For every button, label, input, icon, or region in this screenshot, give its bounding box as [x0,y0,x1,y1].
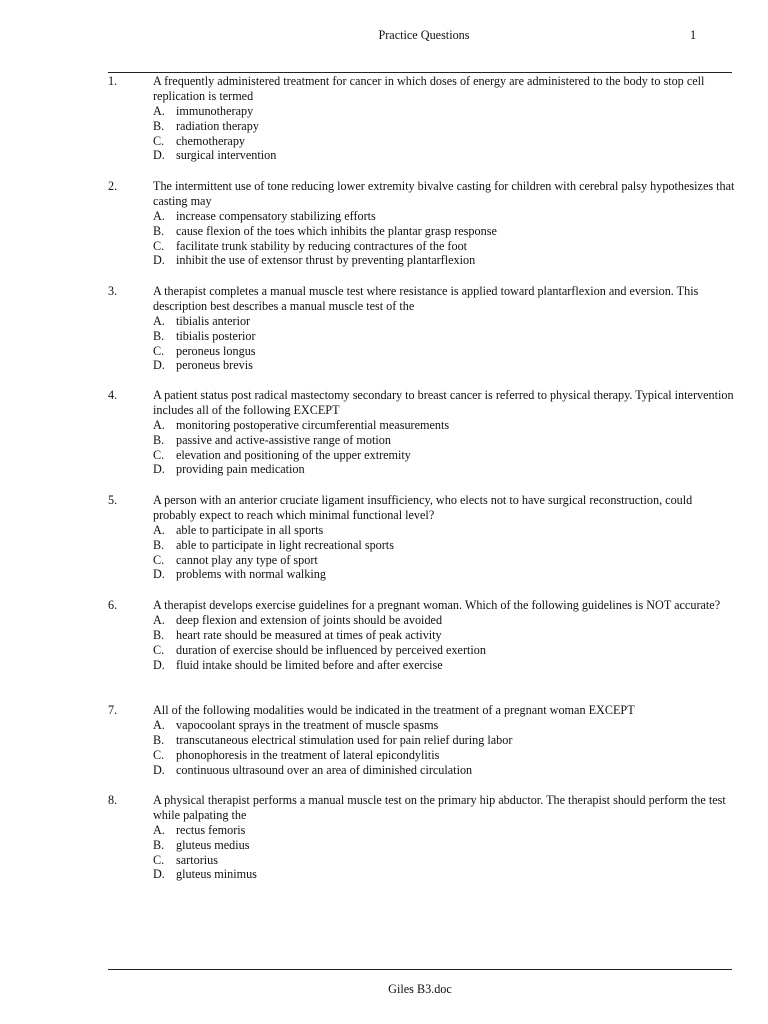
option-letter: D. [153,657,165,672]
option-a [153,523,736,538]
option-letter: C. [153,238,165,253]
option-letter: D. [153,253,165,268]
option-c [153,853,736,868]
question-stem: A therapist develops exercise guidelines for a pregnant woman. Which of the following guidelines is NOT accurate? [153,598,721,612]
option-letter: B. [153,627,165,642]
option-c [153,344,736,359]
question-number: 6. [108,598,118,612]
option-c [153,748,736,763]
option-text: monitoring postoperative circumferential measurements [176,417,450,432]
option-text: inhibit the use of extensor thrust by preventing plantarflexion [176,253,476,268]
footer-filename: Giles B3.doc [388,982,452,996]
option-letter: A. [153,522,165,537]
option-text: able to participate in light recreational sports [176,537,394,552]
option-letter: A. [153,717,165,732]
option-letter: A. [153,612,165,627]
option-text: tibialis posterior [176,328,256,343]
option-list [153,418,736,478]
option-letter: B. [153,223,165,238]
option-text: providing pain medication [176,462,305,477]
option-text: able to participate in all sports [176,522,324,537]
header-divider [108,72,732,73]
option-list [153,718,736,778]
question-number: 2. [108,179,118,193]
option-text: peroneus brevis [176,358,253,373]
option-d [153,253,736,268]
question-stem: The intermittent use of tone reducing lower extremity bivalve casting for children with cerebral palsy hypothesizes that casting may [153,179,735,208]
page-number: 1 [690,28,697,42]
option-letter: C. [153,133,165,148]
option-c [153,643,736,658]
option-list [153,613,736,673]
option-b [153,329,736,344]
option-a [153,209,736,224]
option-letter: A. [153,103,165,118]
option-letter: B. [153,537,165,552]
question-stem: A therapist completes a manual muscle test where resistance is applied toward plantarflexion and eversion. This description best describes a manual muscle test of the [153,284,699,313]
option-text: gluteus medius [176,837,250,852]
option-d [153,567,736,582]
option-text: phonophoresis in the treatment of lateral epicondylitis [176,747,440,762]
question-number: 3. [108,284,118,298]
option-text: facilitate trunk stability by reducing contractures of the foot [176,238,468,253]
option-list [153,104,736,164]
option-b [153,733,736,748]
option-letter: B. [153,432,165,447]
option-b [153,119,736,134]
option-a [153,314,736,329]
option-letter: C. [153,747,165,762]
option-text: surgical intervention [176,148,277,163]
option-letter: D. [153,358,165,373]
option-d [153,148,736,163]
option-letter: A. [153,313,165,328]
option-text: passive and active-assistive range of motion [176,432,391,447]
option-text: transcutaneous electrical stimulation used for pain relief during labor [176,732,513,747]
option-d [153,658,736,673]
question-stem: A frequently administered treatment for cancer in which doses of energy are administered to the body to stop cell replication is termed [153,74,705,103]
option-text: vapocoolant sprays in the treatment of muscle spasms [176,717,439,732]
option-a [153,418,736,433]
page-title: Practice Questions [378,28,470,42]
option-text: increase compensatory stabilizing efforts [176,208,376,223]
option-letter: A. [153,417,165,432]
option-text: heart rate should be measured at times of peak activity [176,627,442,642]
option-letter: B. [153,837,165,852]
option-letter: C. [153,552,165,567]
option-letter: D. [153,148,165,163]
option-c [153,553,736,568]
option-list [153,314,736,374]
option-text: problems with normal walking [176,567,326,582]
option-list [153,523,736,583]
option-text: sartorius [176,852,218,867]
option-d [153,763,736,778]
option-letter: B. [153,118,165,133]
option-text: immunotherapy [176,103,254,118]
option-letter: D. [153,867,165,882]
question-stem: A person with an anterior cruciate ligament insufficiency, who elects not to have surgical reconstruction, could probably expect to reach which minimal functional level? [153,493,693,522]
option-list [153,823,736,883]
option-text: tibialis anterior [176,313,251,328]
question-stem: All of the following modalities would be indicated in the treatment of a pregnant woman EXCEPT [153,703,635,717]
option-d [153,867,736,882]
option-text: peroneus longus [176,343,256,358]
question-stem: A patient status post radical mastectomy secondary to breast cancer is referred to physical therapy. Typical intervention includes all of the following EXCEPT [153,388,734,417]
option-a [153,104,736,119]
option-text: chemotherapy [176,133,246,148]
option-b [153,538,736,553]
option-letter: B. [153,328,165,343]
option-letter: D. [153,462,165,477]
footer-divider [108,969,732,970]
option-a [153,823,736,838]
option-text: radiation therapy [176,118,259,133]
option-d [153,462,736,477]
question-stem: A physical therapist performs a manual muscle test on the primary hip abductor. The therapist should perform the test while palpating the [153,793,726,822]
page-footer [108,982,732,997]
option-text: deep flexion and extension of joints should be avoided [176,612,443,627]
option-b [153,838,736,853]
option-letter: C. [153,447,165,462]
option-text: elevation and positioning of the upper extremity [176,447,411,462]
option-b [153,224,736,239]
option-letter: A. [153,822,165,837]
option-list [153,209,736,269]
option-text: fluid intake should be limited before and after exercise [176,657,443,672]
question-number: 5. [108,493,118,507]
option-text: gluteus minimus [176,867,257,882]
option-a [153,718,736,733]
option-text: rectus femoris [176,822,246,837]
option-letter: C. [153,852,165,867]
question-number: 8. [108,793,118,807]
question-number: 4. [108,388,118,402]
option-text: continuous ultrasound over an area of diminished circulation [176,762,473,777]
option-letter: C. [153,642,165,657]
option-b [153,433,736,448]
question-number: 1. [108,74,118,88]
option-c [153,134,736,149]
option-text: cannot play any type of sport [176,552,318,567]
option-d [153,358,736,373]
option-letter: B. [153,732,165,747]
page-header [108,28,732,43]
option-letter: D. [153,567,165,582]
question-number: 7. [108,703,118,717]
option-c [153,239,736,254]
option-letter: A. [153,208,165,223]
option-text: cause flexion of the toes which inhibits the plantar grasp response [176,223,497,238]
option-b [153,628,736,643]
option-a [153,613,736,628]
option-letter: C. [153,343,165,358]
option-text: duration of exercise should be influenced by perceived exertion [176,642,486,657]
option-letter: D. [153,762,165,777]
option-c [153,448,736,463]
